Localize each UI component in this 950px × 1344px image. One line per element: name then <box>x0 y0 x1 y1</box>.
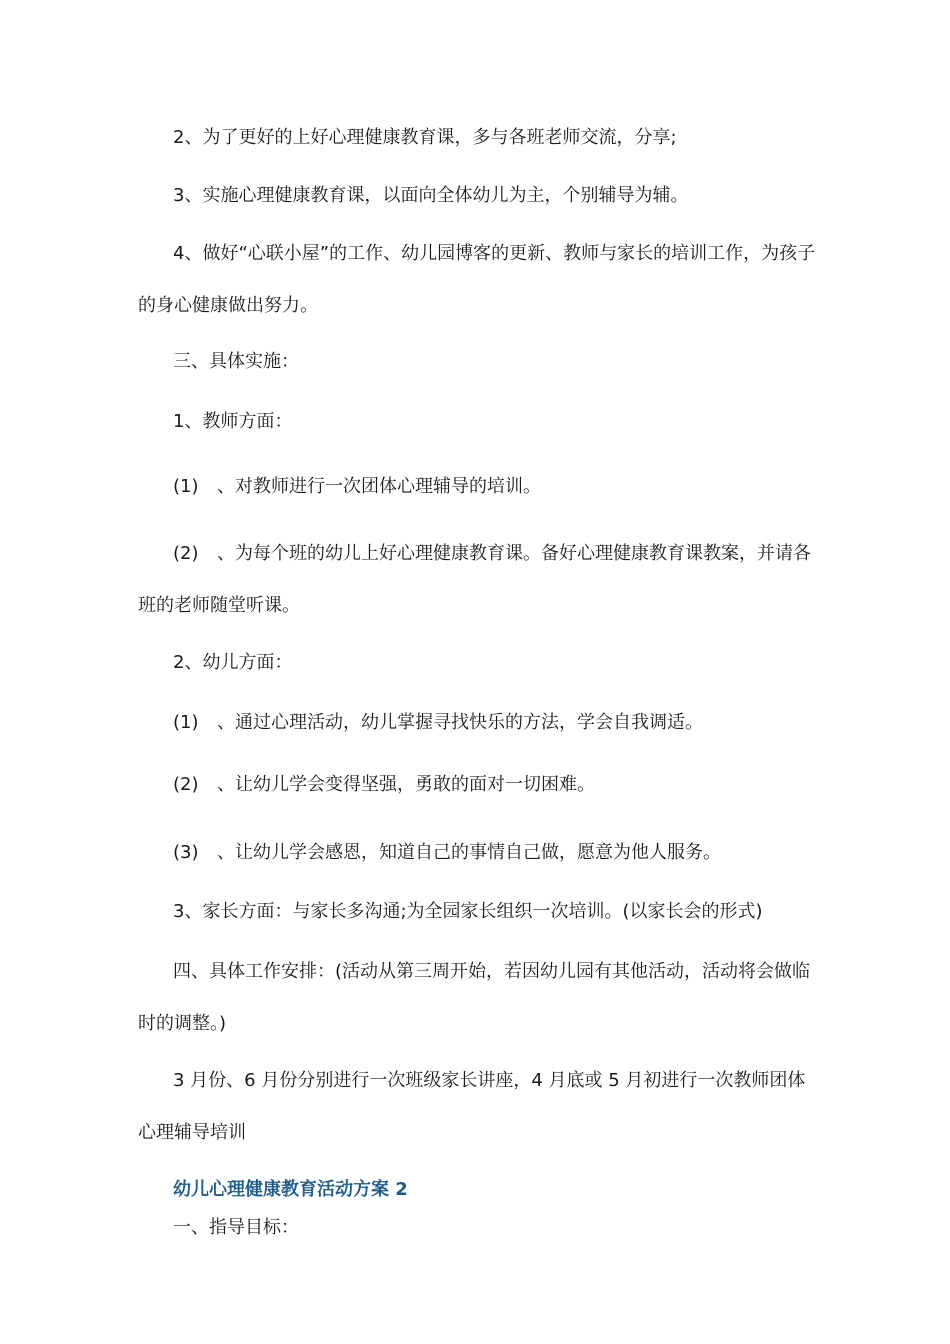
subsection-heading: 1、教师方面： <box>173 411 293 432</box>
paragraph: 2、为了更好的上好心理健康教育课，多与各班老师交流，分享; <box>173 127 677 148</box>
section-heading: 一、指导目标： <box>173 1217 299 1238</box>
list-number: (1) <box>173 476 199 497</box>
list-text: 、对教师进行一次团体心理辅导的培训。 <box>217 476 541 497</box>
paragraph: 3 月份、6 月份分别进行一次班级家长讲座，4 月底或 5 月初进行一次教师团体心理辅导培训 <box>138 1070 806 1143</box>
list-item <box>138 759 818 811</box>
paragraph: 4、做好“心联小屋”的工作、幼儿园博客的更新、教师与家长的培训工作，为孩子的身心健康做出努力。 <box>138 243 816 316</box>
list-number: (2) <box>173 774 199 795</box>
list-text: 、为每个班的幼儿上好心理健康教育课。备好心理健康教育课教案，并请各班的老师随堂听课。 <box>138 543 811 616</box>
list-text: 、让幼儿学会感恩，知道自己的事情自己做，愿意为他人服务。 <box>217 842 721 863</box>
list-item <box>138 827 818 879</box>
list-item <box>138 697 818 749</box>
paragraph: 3、实施心理健康教育课，以面向全体幼儿为主，个别辅导为辅。 <box>173 185 689 206</box>
list-number: (3) <box>173 842 199 863</box>
list-number: (2) <box>173 543 199 564</box>
list-text: 、通过心理活动，幼儿掌握寻找快乐的方法，学会自我调适。 <box>217 712 703 733</box>
list-item <box>138 461 818 513</box>
paragraph: 四、具体工作安排：(活动从第三周开始，若因幼儿园有其他活动，活动将会做临时的调整。) <box>138 961 811 1034</box>
paragraph: 3、家长方面：与家长多沟通;为全园家长组织一次培训。(以家长会的形式) <box>173 901 763 922</box>
list-item <box>138 528 818 632</box>
document-heading: 幼儿心理健康教育活动方案 2 <box>173 1179 408 1200</box>
subsection-heading: 2、幼儿方面： <box>173 652 293 673</box>
list-text: 、让幼儿学会变得坚强，勇敢的面对一切困难。 <box>217 774 595 795</box>
section-heading: 三、具体实施： <box>173 351 299 372</box>
list-number: (1) <box>173 712 199 733</box>
